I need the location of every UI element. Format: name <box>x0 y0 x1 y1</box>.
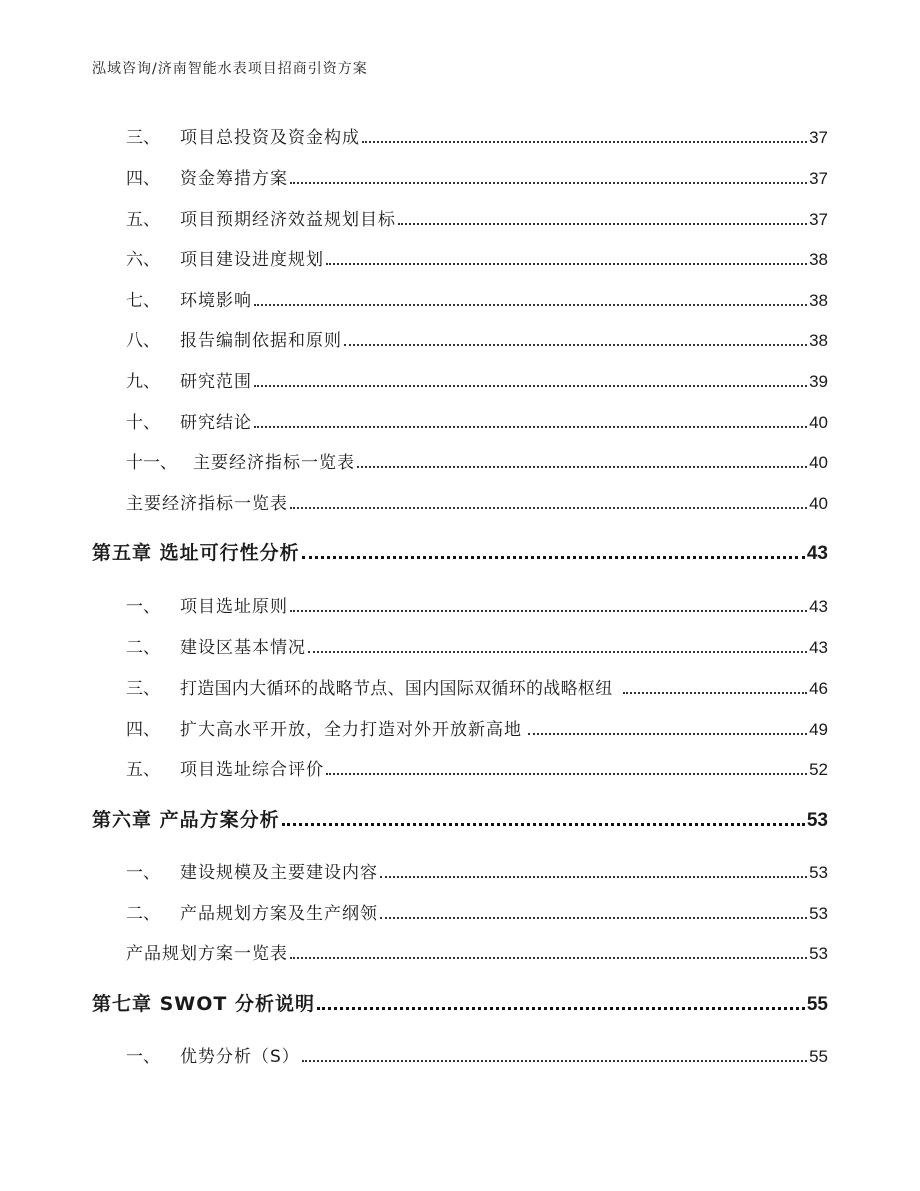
dot-leader <box>357 454 807 468</box>
toc-entry-title: 环境影响 <box>180 291 252 311</box>
toc-entry[interactable] <box>0 325 920 351</box>
toc-entry-number: 二、 <box>126 904 160 924</box>
toc-entry[interactable] <box>0 285 920 311</box>
toc-entry-number: 四、 <box>126 720 160 740</box>
toc-entry-title: 建设规模及主要建设内容 <box>180 863 378 883</box>
toc-chapter[interactable] <box>0 539 920 565</box>
toc-entry-title: 报告编制依据和原则 <box>180 331 342 351</box>
toc-chapter-title: 第七章 SWOT 分析说明 <box>92 993 315 1015</box>
toc-entry-number: 九、 <box>126 372 160 392</box>
toc-entry-page: 37 <box>809 128 828 147</box>
toc-entry-title: 资金筹措方案 <box>180 169 288 189</box>
toc-entry[interactable] <box>0 163 920 189</box>
toc-entry[interactable] <box>0 1041 920 1067</box>
toc-chapter-page: 53 <box>806 810 828 831</box>
dot-leader <box>302 1048 807 1062</box>
toc-entry-title: 产品规划方案一览表 <box>126 944 288 964</box>
toc-entry[interactable] <box>0 244 920 270</box>
dot-leader <box>344 332 807 346</box>
dot-leader <box>398 211 807 225</box>
toc-entry-page: 55 <box>809 1047 828 1066</box>
toc-entry-page: 46 <box>809 679 828 698</box>
toc-entry-number: 二、 <box>126 638 160 658</box>
toc-entry-number: 八、 <box>126 331 160 351</box>
toc-entry[interactable] <box>0 938 920 964</box>
toc-entry-number: 三、 <box>126 679 160 699</box>
dot-leader <box>254 373 807 387</box>
toc-entry[interactable] <box>0 754 920 780</box>
toc-entry-page: 52 <box>809 760 828 779</box>
toc-entry[interactable] <box>0 714 920 740</box>
toc-entry[interactable] <box>0 591 920 617</box>
toc-entry[interactable] <box>0 673 920 699</box>
toc-entry-page: 37 <box>809 210 828 229</box>
toc-entry-page: 43 <box>809 638 828 657</box>
dot-leader <box>302 544 805 559</box>
toc-entry-title: 项目选址综合评价 <box>180 760 324 780</box>
toc-entry[interactable] <box>0 857 920 883</box>
running-header: 泓域咨询/济南智能水表项目招商引资方案 <box>92 61 368 77</box>
toc-entry-title: 项目选址原则 <box>180 597 288 617</box>
toc-entry-number: 三、 <box>126 128 160 148</box>
toc-entry-page: 43 <box>809 597 828 616</box>
dot-leader <box>290 598 807 612</box>
toc-entry-number: 十、 <box>126 413 160 433</box>
dot-leader <box>290 945 807 959</box>
toc-chapter[interactable] <box>0 806 920 832</box>
dot-leader <box>326 251 807 265</box>
dot-leader <box>290 495 807 509</box>
toc-entry-title: 项目建设进度规划 <box>180 250 324 270</box>
toc-entry-page: 39 <box>809 372 828 391</box>
toc-entry-number: 一、 <box>126 863 160 883</box>
toc-entry-title: 项目预期经济效益规划目标 <box>180 210 396 230</box>
toc-entry-title: 项目总投资及资金构成 <box>180 128 360 148</box>
dot-leader <box>254 414 807 428</box>
toc-entry-number: 一、 <box>126 597 160 617</box>
toc-entry-title: 研究范围 <box>180 372 252 392</box>
toc-entry-number: 四、 <box>126 169 160 189</box>
toc-entry-title: 打造国内大循环的战略节点、国内国际双循环的战略枢纽 <box>180 679 613 699</box>
toc-entry-number: 六、 <box>126 250 160 270</box>
dot-leader <box>623 680 808 694</box>
dot-leader <box>326 761 807 775</box>
toc-entry-number: 五、 <box>126 210 160 230</box>
dot-leader <box>317 995 805 1010</box>
dot-leader <box>528 721 807 735</box>
toc-chapter-title: 第五章 选址可行性分析 <box>92 542 300 564</box>
dot-leader <box>290 170 807 184</box>
dot-leader <box>380 905 807 919</box>
toc-entry[interactable] <box>0 122 920 148</box>
dot-leader <box>308 639 807 653</box>
toc-entry-page: 53 <box>809 863 828 882</box>
toc-entry[interactable] <box>0 366 920 392</box>
toc-entry-title: 主要经济指标一览表 <box>193 453 355 473</box>
toc-entry-title: 主要经济指标一览表 <box>126 494 288 514</box>
toc-entry[interactable] <box>0 447 920 473</box>
toc-entry-page: 37 <box>809 169 828 188</box>
toc-chapter-page: 55 <box>806 994 828 1015</box>
toc-entry-page: 40 <box>809 494 828 513</box>
toc-entry-title: 扩大高水平开放，全力打造对外开放新高地 <box>180 720 522 740</box>
toc-entry-number: 七、 <box>126 291 160 311</box>
toc-entry-page: 53 <box>809 944 828 963</box>
toc-entry[interactable] <box>0 407 920 433</box>
toc-chapter-page: 43 <box>806 543 828 564</box>
toc-chapter-title: 第六章 产品方案分析 <box>92 809 280 831</box>
toc-entry-title: 建设区基本情况 <box>180 638 306 658</box>
toc-entry-page: 38 <box>809 291 828 310</box>
toc-entry[interactable] <box>0 898 920 924</box>
toc-entry-title: 产品规划方案及生产纲领 <box>180 904 378 924</box>
toc-entry-page: 49 <box>809 720 828 739</box>
dot-leader <box>282 811 805 826</box>
toc-entry[interactable] <box>0 488 920 514</box>
toc-entry[interactable] <box>0 632 920 658</box>
toc-entry-title: 优势分析（S） <box>180 1047 300 1067</box>
toc-entry-page: 53 <box>809 904 828 923</box>
dot-leader <box>362 129 807 143</box>
toc-chapter[interactable] <box>0 990 920 1016</box>
toc-entry-page: 38 <box>809 250 828 269</box>
toc-entry-page: 40 <box>809 453 828 472</box>
toc-entry-title: 研究结论 <box>180 413 252 433</box>
dot-leader <box>380 864 807 878</box>
toc-entry-page: 38 <box>809 331 828 350</box>
toc-entry-page: 40 <box>809 413 828 432</box>
toc-entry-number: 五、 <box>126 760 160 780</box>
dot-leader <box>254 292 807 306</box>
toc-entry-number: 一、 <box>126 1047 160 1067</box>
toc-entry-number: 十一、 <box>126 453 177 473</box>
toc-entry[interactable] <box>0 204 920 230</box>
